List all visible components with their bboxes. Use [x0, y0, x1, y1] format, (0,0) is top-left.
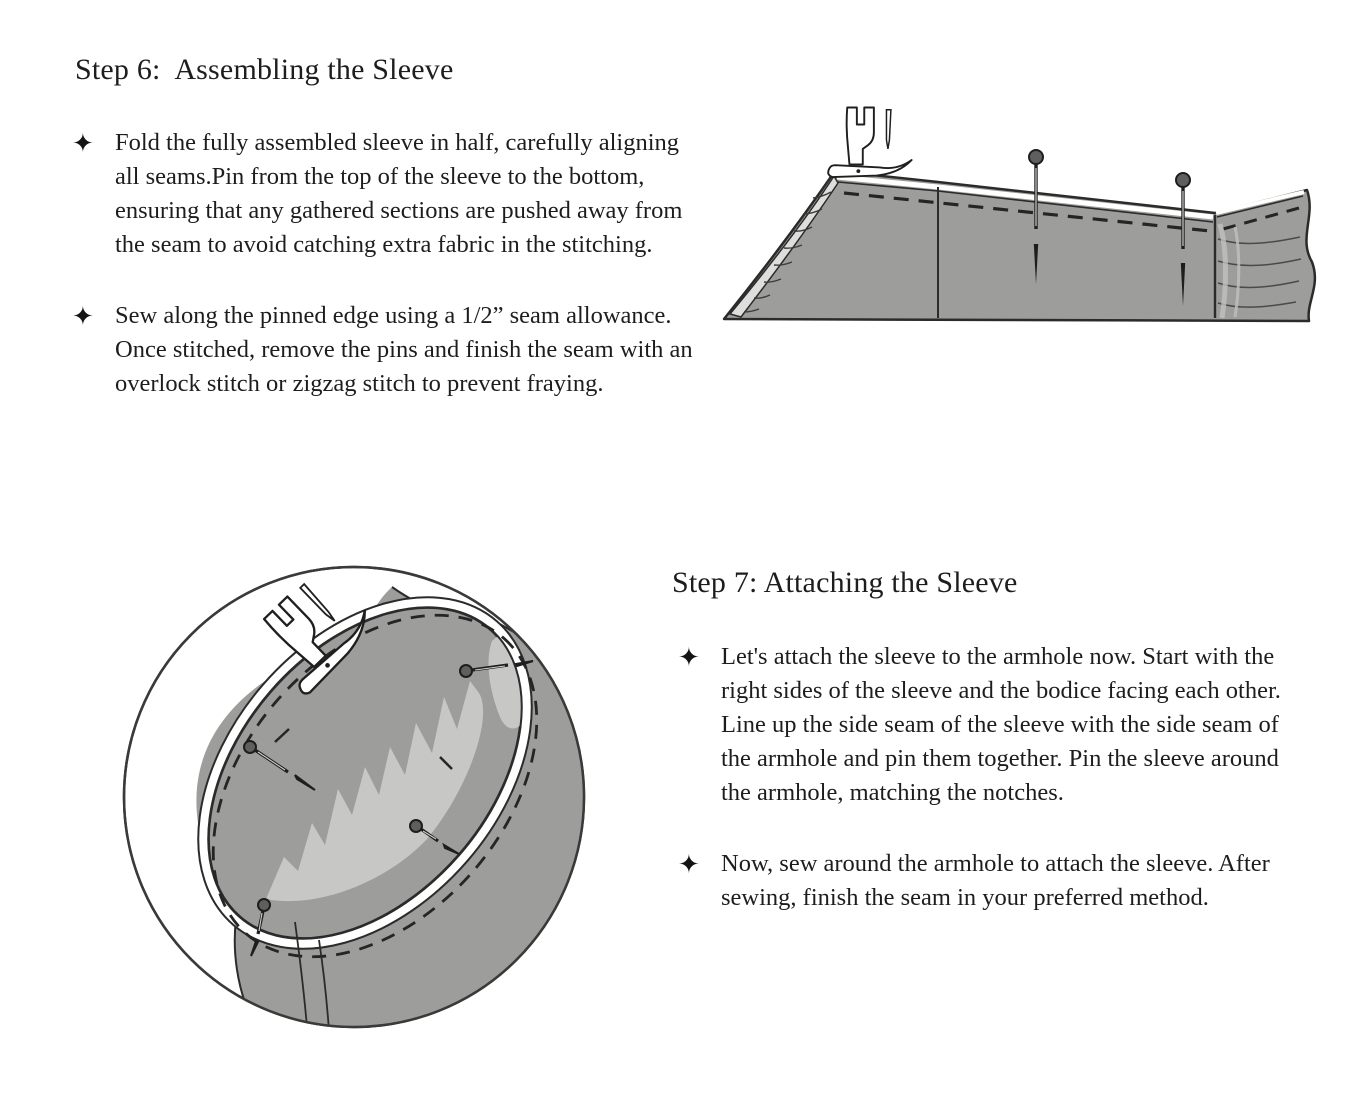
- bullet-text: Fold the fully assembled sleeve in half, carefully aligning all seams.Pin from the top of the sleeve to the bottom, ensuring that any gathered sections are pushed away from the seam to avoid catching extra fabric in the stitching.: [115, 129, 683, 258]
- bullet-item: [72, 299, 708, 401]
- presser-foot-icon: [828, 107, 911, 177]
- step6-bullet-list: [72, 126, 708, 438]
- sleeve-seam-svg: [710, 96, 1342, 328]
- star-bullet-icon: ✦: [72, 129, 94, 158]
- star-bullet-icon: ✦: [678, 850, 700, 879]
- star-bullet-icon: ✦: [678, 643, 700, 672]
- step6-heading: Step 6: Assembling the Sleeve: [75, 53, 454, 86]
- step7-bullet-list: [678, 640, 1303, 952]
- bullet-text: Let's attach the sleeve to the armhole now. Start with the right sides of the sleeve and the bodice facing each other. Line up the side seam of the sleeve with the side seam of the armhole and pin them together. Pin the sleeve around the armhole, matching the notches.: [721, 643, 1281, 806]
- bullet-item: [678, 847, 1303, 915]
- bullet-item: [678, 640, 1303, 810]
- star-bullet-icon: ✦: [72, 302, 94, 331]
- bullet-text: Sew along the pinned edge using a 1/2” seam allowance. Once stitched, remove the pins and finish the seam with an overlock stitch or zigzag stitch to prevent fraying.: [115, 302, 693, 397]
- armhole-illustration: [118, 561, 590, 1033]
- step7-heading: Step 7: Attaching the Sleeve: [672, 566, 1018, 599]
- sleeve-seam-illustration: [710, 96, 1342, 328]
- bullet-text: Now, sew around the armhole to attach the sleeve. After sewing, finish the seam in your preferred method.: [721, 850, 1270, 911]
- armhole-svg: [118, 561, 590, 1033]
- bullet-item: [72, 126, 708, 262]
